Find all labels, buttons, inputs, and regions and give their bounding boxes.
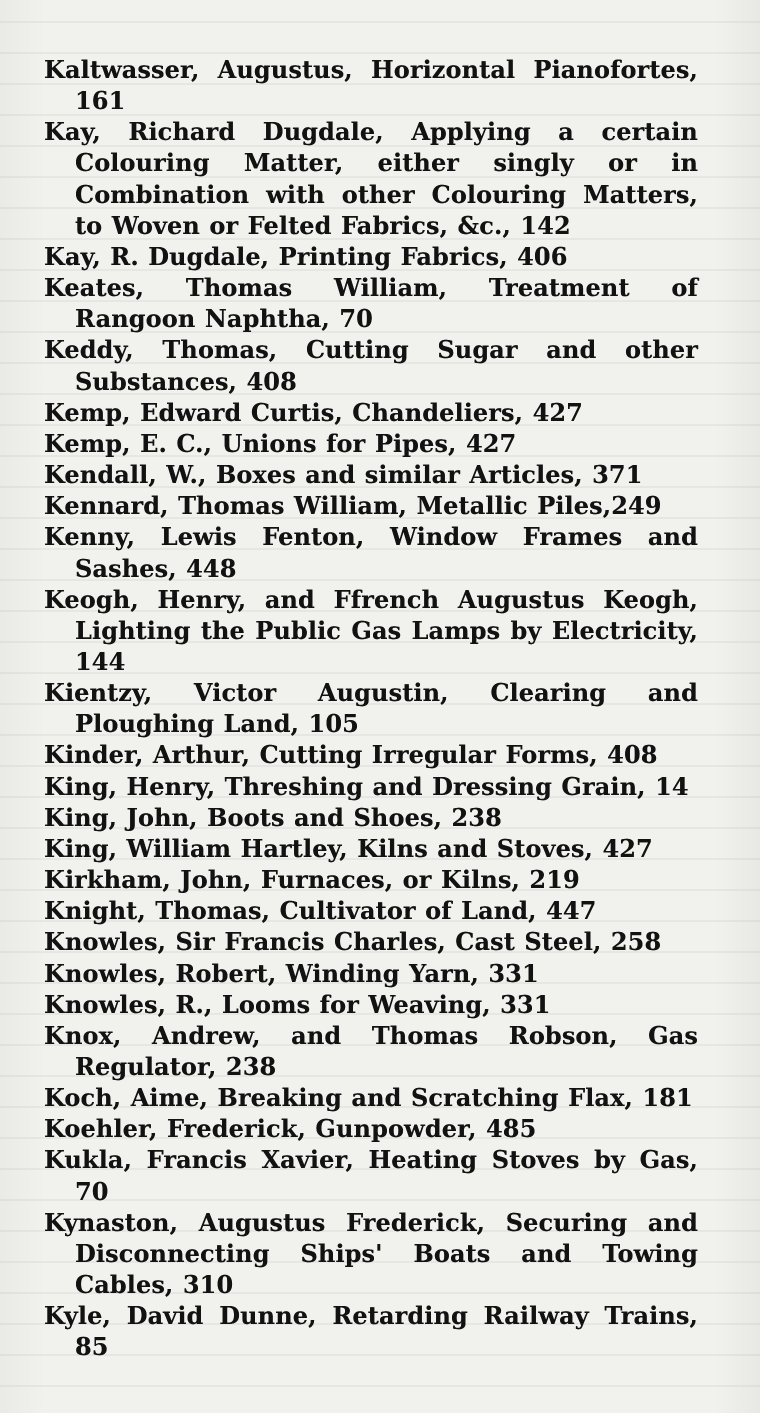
- index-entry-knox: [44, 1020, 698, 1082]
- entry-description: Chandeliers, 427: [352, 397, 583, 427]
- entry-name: Kendall, W.,: [44, 460, 207, 490]
- entry-description: Threshing and Dressing Grain, 14: [224, 771, 689, 801]
- entry-description: Furnaces, or Kilns, 219: [260, 865, 580, 895]
- entry-name: King, John,: [44, 802, 198, 832]
- entry-name: Kemp, Edward Curtis,: [44, 397, 343, 427]
- index-entry-king-john: [44, 802, 698, 833]
- entry-name: Kynaston, Augustus Frederick,: [44, 1207, 486, 1237]
- entry-name: Knowles, R.,: [44, 989, 213, 1019]
- entry-description: Heating Stoves by Gas, 70: [75, 1145, 698, 1206]
- entry-name: Kukla, Francis Xavier,: [44, 1145, 354, 1175]
- entry-description: Treatment of Rangoon Naphtha, 70: [75, 273, 698, 334]
- index-entry-knowles-r: [44, 989, 698, 1020]
- entry-name: Kennard, Thomas William,: [44, 491, 408, 521]
- entry-description: Breaking and Scratching Flax, 181: [217, 1083, 693, 1113]
- entry-name: Knox, Andrew, and Thomas Robson,: [44, 1020, 618, 1050]
- index-entry-kemp-edward: [44, 397, 698, 428]
- entry-description: Metallic Piles,249: [416, 491, 662, 521]
- index-entry-kemp-e: [44, 428, 698, 459]
- entry-description: Gunpowder, 485: [315, 1114, 537, 1144]
- index-entry-kennard: [44, 490, 698, 521]
- entry-name: Kenny, Lewis Fenton,: [44, 522, 365, 552]
- entry-name: Kemp, E. C.,: [44, 428, 213, 458]
- index-entry-koehler: [44, 1113, 698, 1144]
- index-entry-kynaston: [44, 1207, 698, 1300]
- index-entry-knight: [44, 895, 698, 926]
- index-entry-king-william: [44, 833, 698, 864]
- index-entry-koch: [44, 1082, 698, 1113]
- entry-name: Knight, Thomas,: [44, 896, 271, 926]
- entry-description: Kilns and Stoves, 427: [357, 833, 653, 863]
- entry-description: Printing Fabrics, 406: [278, 241, 568, 271]
- index-entry-keogh: [44, 584, 698, 677]
- index-entry-kaltwasser: [44, 54, 698, 116]
- entry-description: Looms for Weaving, 331: [221, 989, 551, 1019]
- entry-description: Boxes and similar Articles, 371: [215, 460, 643, 490]
- entry-description: Window Frames and Sashes, 448: [75, 522, 698, 583]
- index-entry-kinder: [44, 739, 698, 770]
- entry-description: Retarding Railway Trains, 85: [75, 1301, 698, 1362]
- index-entry-kay-richard: [44, 116, 698, 241]
- index-entry-kientzy: [44, 677, 698, 739]
- entry-name: Knowles, Sir Francis Charles,: [44, 927, 446, 957]
- entry-description: Securing and Disconnecting Ships' Boats and Towing Cables, 310: [75, 1207, 698, 1300]
- index-entry-kenny: [44, 521, 698, 583]
- index-entry-knowles-robert: [44, 958, 698, 989]
- entry-name: Kay, R. Dugdale,: [44, 241, 270, 271]
- entry-name: Keates, Thomas William,: [44, 273, 448, 303]
- entry-name: Kaltwasser, Augustus,: [44, 55, 353, 84]
- patent-index-list: [44, 54, 698, 1363]
- entry-description: Cutting Irregular Forms, 408: [259, 740, 658, 770]
- index-entry-kirkham: [44, 864, 698, 895]
- entry-name: Knowles, Robert,: [44, 958, 277, 988]
- entry-description: Winding Yarn, 331: [285, 958, 539, 988]
- entry-description: Cultivator of Land, 447: [279, 896, 597, 926]
- entry-name: Koehler, Frederick,: [44, 1114, 306, 1144]
- entry-description: Cast Steel, 258: [455, 927, 662, 957]
- entry-name: Kirkham, John,: [44, 865, 252, 895]
- entry-description: Boots and Shoes, 238: [207, 802, 502, 832]
- index-entry-kay-r: [44, 241, 698, 272]
- index-entry-keates: [44, 272, 698, 334]
- entry-description: Applying a certain Colouring Matter, either singly or in Combination with other Colouring Matters, to Woven or Felted Fabrics, &c., 142: [75, 117, 698, 240]
- index-entry-king-henry: [44, 771, 698, 802]
- entry-name: Kay, Richard Dugdale,: [44, 117, 384, 147]
- entry-name: Keogh, Henry, and Ffrench Augustus Keogh,: [44, 584, 698, 614]
- index-entry-knowles-francis: [44, 926, 698, 957]
- entry-name: Koch, Aime,: [44, 1083, 208, 1113]
- entry-name: Kinder, Arthur,: [44, 740, 251, 770]
- entry-description: Gas Regulator, 238: [75, 1020, 698, 1081]
- entry-name: King, William Hartley,: [44, 833, 348, 863]
- entry-description: Unions for Pipes, 427: [221, 428, 517, 458]
- entry-name: Kyle, David Dunne,: [44, 1301, 317, 1331]
- entry-name: Kientzy, Victor Augustin,: [44, 678, 449, 708]
- entry-name: Keddy, Thomas,: [44, 335, 278, 365]
- index-entry-keddy: [44, 334, 698, 396]
- entry-description: Horizontal Pianofortes, 161: [75, 55, 698, 116]
- entry-description: Lighting the Public Gas Lamps by Electricity, 144: [75, 615, 698, 676]
- index-entry-kukla: [44, 1144, 698, 1206]
- entry-description: Clearing and Ploughing Land, 105: [75, 678, 698, 739]
- entry-description: Cutting Sugar and other Substances, 408: [75, 335, 698, 396]
- entry-name: King, Henry,: [44, 771, 216, 801]
- index-entry-kyle: [44, 1300, 698, 1362]
- index-entry-kendall: [44, 459, 698, 490]
